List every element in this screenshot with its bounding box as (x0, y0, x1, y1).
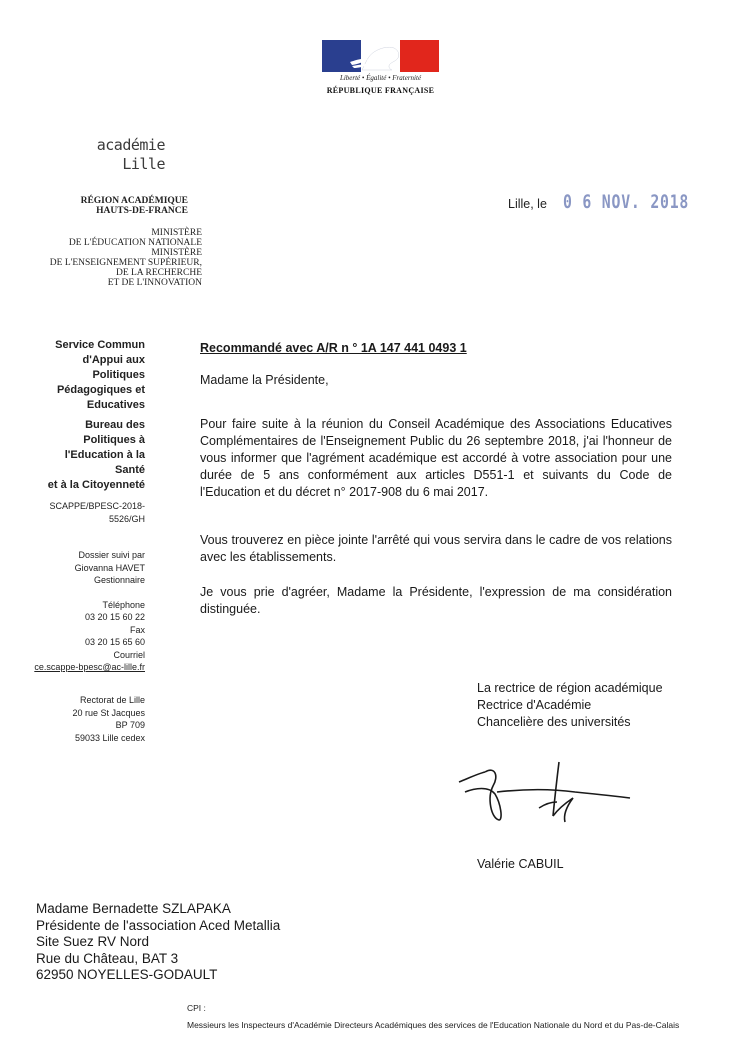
ministry-line: DE L'ÉDUCATION NATIONALE (68, 238, 202, 248)
address-line: BP 709 (115, 720, 145, 730)
letter-paragraph: Pour faire suite à la réunion du Conseil Académique des Associations Educatives Complémentaires de l'Enseignement Public du 26 septembre 2018, j'ai l'honneur de vous informer que l'agrément académique est accordé à votre association pour une durée de 5 ans conformément aux articles D551-1 et suivants du Code de l'Education et du décret n° 2017-908 du 6 mai 2017. (200, 417, 672, 499)
bureau-line: Politiques à (83, 434, 145, 446)
signatory-titles (477, 680, 663, 731)
recipient-line: Présidente de l'association Aced Metallia (36, 917, 281, 933)
republic-name: RÉPUBLIQUE FRANÇAISE (326, 86, 435, 95)
contact-role: Gestionnaire (93, 575, 145, 585)
contact-block (33, 549, 145, 674)
region-line: HAUTS-DE-FRANCE (96, 206, 188, 216)
recipient-line: Site Suez RV Nord (36, 934, 150, 949)
ministry-line: ET DE L'INNOVATION (107, 278, 202, 288)
recipient-line: Madame Bernadette SZLAPAKA (36, 901, 231, 916)
service-line: Pédagogiques et (56, 384, 145, 396)
fax-label: Fax (129, 624, 145, 635)
date-stamp: 0 6 NOV. 2018 (563, 191, 690, 213)
ministries-block (30, 228, 202, 288)
service-line: Service Commun (55, 339, 145, 351)
service-line: Educatives (86, 399, 145, 411)
ministry-line: DE LA RECHERCHE (115, 268, 202, 278)
ministry-line: MINISTÈRE (151, 228, 202, 238)
email-label: Courriel (113, 649, 145, 660)
copy-recipients: Messieurs les Inspecteurs d'Académie Directeurs Académiques des services de l'Education Nationale du Nord et du Pas-de-Calais (187, 1020, 680, 1030)
service-name (33, 338, 145, 413)
bureau-line: l'Education à la Santé (64, 449, 145, 476)
bureau-line: et à la Citoyenneté (47, 479, 145, 491)
fax-number: 03 20 15 65 60 (84, 637, 145, 647)
phone-label: Téléphone (102, 599, 145, 610)
phone-number: 03 20 15 60 22 (84, 612, 145, 622)
marianne-logo (322, 40, 439, 98)
address-line: 20 rue St Jacques (72, 707, 145, 718)
signatory-title: Chancelière des universités (477, 715, 631, 729)
bureau-name (33, 418, 145, 493)
ministry-line: MINISTÈRE (151, 248, 202, 258)
address-line: Rectorat de Lille (79, 695, 145, 705)
academie-city: Lille (122, 155, 165, 173)
reference-line: 5526/GH (108, 514, 145, 524)
service-line: d'Appui aux (82, 354, 145, 366)
recipient-address (36, 901, 280, 984)
handwritten-signature (455, 758, 635, 828)
region-block (30, 196, 188, 216)
service-line: Politiques (92, 369, 145, 381)
email-link[interactable]: ce.scappe-bpesc@ac-lille.fr (34, 662, 145, 672)
academie-logo (60, 136, 165, 174)
marianne-profile-icon (322, 40, 439, 72)
bureau-line: Bureau des (85, 419, 145, 431)
contact-person: Giovanna HAVET (74, 562, 145, 573)
copy-label: CPI : (187, 1003, 206, 1013)
date-label: Lille, le (508, 197, 547, 211)
tricolor-flag (322, 40, 439, 72)
salutation: Madame la Présidente, (200, 373, 329, 387)
reference-line: SCAPPE/BPESC-2018- (49, 501, 145, 511)
letter-paragraph: Je vous prie d'agréer, Madame la Présidente, l'expression de ma considération distinguée. (200, 585, 672, 616)
region-line: RÉGION ACADÉMIQUE (80, 196, 188, 206)
address-line: 59033 Lille cedex (74, 732, 145, 743)
signatory-title: Rectrice d'Académie (477, 698, 592, 712)
letter-paragraph: Vous trouverez en pièce jointe l'arrêté qui vous servira dans le cadre de vos relations avec les établissements. (200, 533, 672, 564)
recipient-line: Rue du Château, BAT 3 (36, 950, 179, 966)
ministry-line: DE L'ENSEIGNEMENT SUPÉRIEUR, (49, 258, 202, 268)
academie-word: académie (96, 136, 165, 154)
registered-mail-reference: Recommandé avec A/R n ° 1A 147 441 0493 1 (200, 341, 467, 355)
signatory-name: Valérie CABUIL (477, 857, 564, 871)
signatory-title: La rectrice de région académique (477, 681, 663, 695)
rectorat-address (33, 694, 145, 744)
recipient-line: 62950 NOYELLES-GODAULT (36, 967, 218, 982)
republic-motto: Liberté • Égalité • Fraternité (339, 74, 422, 82)
followed-by-label: Dossier suivi par (78, 550, 145, 560)
reference-number (33, 500, 145, 526)
